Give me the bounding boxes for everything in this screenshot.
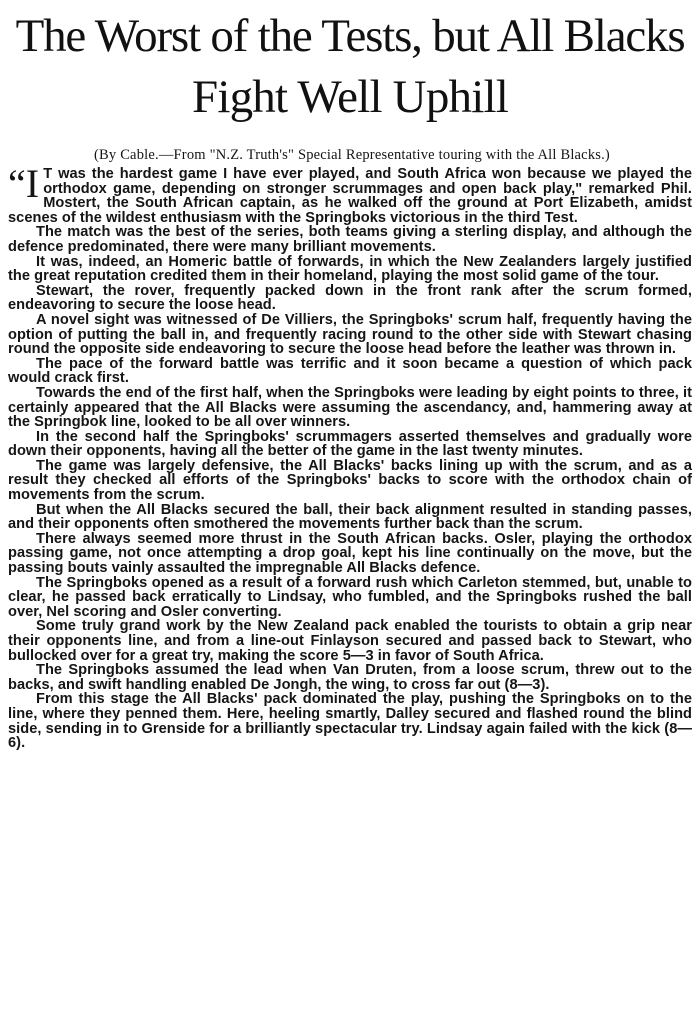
paragraph: In the second half the Springboks' scrummagers asserted themselves and gradually wore down their opponents, having all the better of the game in the last twenty minutes. xyxy=(8,428,692,460)
paragraph: Stewart, the rover, frequently packed down in the front rank after the scrum formed, endeavoring to secure the loose head. xyxy=(8,282,692,314)
drop-cap: “I xyxy=(8,161,40,206)
headline-line-2: Fight Well Uphill xyxy=(192,71,508,123)
paragraph: It was, indeed, an Homeric battle of forwards, in which the New Zealanders largely justified the great reputation credited them in their homeland, playing the most solid game of the tour. xyxy=(8,253,692,285)
byline: (By Cable.—From "N.Z. Truth's" Special Representative touring with the All Blacks.) xyxy=(94,147,610,163)
paragraph: The match was the best of the series, both teams giving a sterling display, and although the defence predominated, there were many brilliant movements. xyxy=(8,224,692,255)
headline-line-1: The Worst of the Tests, but All Blacks xyxy=(15,10,685,62)
article-body xyxy=(8,161,692,752)
paragraph: A novel sight was witnessed of De Villiers, the Springboks' scrum half, frequently having the option of putting the ball in, and frequently racing round to the other side with Stewart chasing round the opposite side endeavoring to secure the loose head before the leather was thrown in. xyxy=(8,311,692,358)
paragraph: The Springboks assumed the lead when Van Druten, from a loose scrum, threw out to the backs, and swift handling enabled De Jongh, the wing, to cross far out (8—3). xyxy=(8,662,692,693)
paragraph: The game was largely defensive, the All Blacks' backs lining up with the scrum, and as a result they checked all efforts of the Springboks' backs to score with the orthodox chain of movements from the scrum. xyxy=(8,457,692,504)
paragraph: The pace of the forward battle was terrific and it soon became a question of which pack would crack first. xyxy=(8,355,692,387)
paragraph: Towards the end of the first half, when the Springboks were leading by eight points to three, it certainly appeared that the All Blacks were assuming the ascendancy, and, hammering away at the Springbok line, looked to be all over winners. xyxy=(8,384,692,431)
paragraph: The Springboks opened as a result of a forward rush which Carleton stemmed, but, unable to clear, he passed back erratically to Lindsay, who fumbled, and the Springboks rushed the ball over, Nel scoring and Osler converting. xyxy=(8,574,692,620)
headline xyxy=(0,8,700,127)
paragraph: Some truly grand work by the New Zealand pack enabled the tourists to obtain a grip near their opponents line, and from a line-out Finlayson secured and passed back to Stewart, who bullocked over for a great try, making the score 5—3 in favor of South Africa. xyxy=(8,618,692,664)
paragraph: But when the All Blacks secured the ball, their back alignment resulted in standing passes, and their opponents often smothered the movements further back than the scrum. xyxy=(8,501,692,533)
paragraph: There always seemed more thrust in the South African backs. Osler, playing the orthodox passing game, not once attempting a drop goal, kept his line continually on the move, but the passing bouts vainly assaulted the impregnable All Blacks defence. xyxy=(8,530,692,577)
lead-paragraph xyxy=(8,161,692,226)
lead-text: T was the hardest game I have ever played, and South Africa won because we played the orthodox game, depending on stronger scrummages and open back play," remarked Phil. Mostert, the South African captain, as he walked off the ground at Port Elizabeth, amidst scenes of the wildest enthusiasm with the Springboks victorious in the third Test. xyxy=(8,166,692,226)
paragraph: From this stage the All Blacks' pack dominated the play, pushing the Springboks on to the line, where they penned them. Here, heeling smartly, Dalley secured and flashed round the blind side, sending in to Grenside for a brilliantly spectacular try. Lindsay again failed with the kick (8—6). xyxy=(8,691,692,752)
